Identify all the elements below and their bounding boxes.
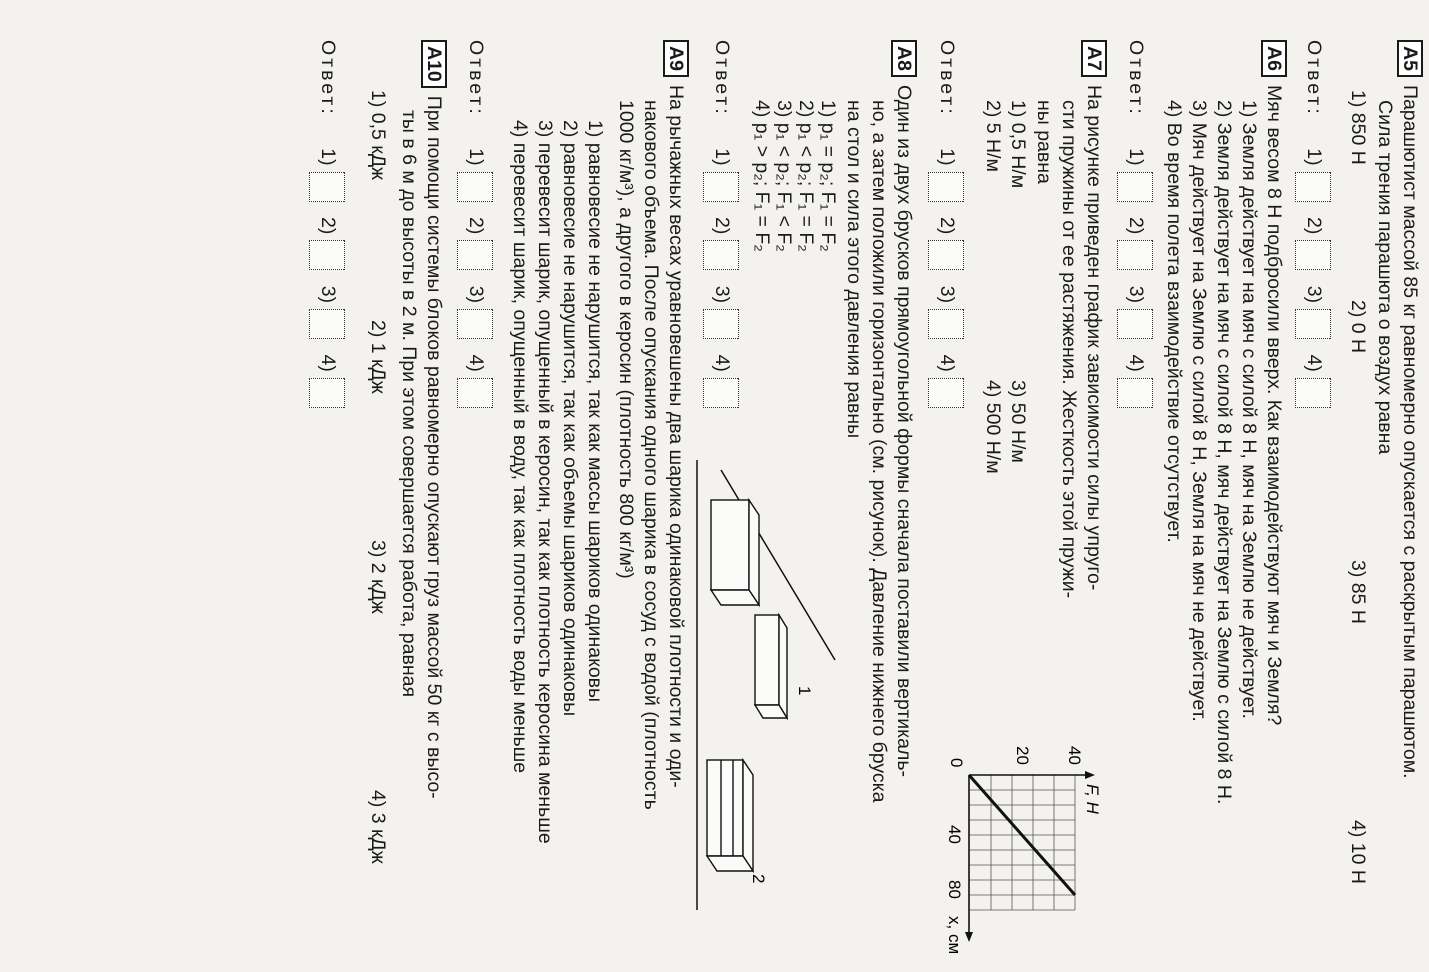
answer-box-1[interactable] <box>928 172 964 202</box>
answer-box-4[interactable] <box>928 378 964 408</box>
answer-box-3[interactable] <box>703 309 739 339</box>
answer-box-1[interactable] <box>703 172 739 202</box>
y-tick-20: 20 <box>1013 746 1032 765</box>
brick-horizontal-stack <box>711 500 759 605</box>
a8-option-4: 4) p₁ > p₂; F₁ = F₂ <box>751 100 773 252</box>
x-axis-arrow <box>965 932 973 942</box>
a6-option-3: 3) Мяч действует на Землю с силой 8 Н, Земля на мяч не действует. <box>1188 100 1210 722</box>
question-tag-a9: А9 <box>663 40 689 77</box>
y-axis-label: F, Н <box>1083 784 1102 814</box>
a6-option-4: 4) Во время полета взаимодействие отсутствует. <box>1163 100 1185 543</box>
answer-box-4[interactable] <box>703 378 739 408</box>
answer-box-4[interactable] <box>457 378 493 408</box>
answer-box-1[interactable] <box>1295 172 1331 202</box>
answer-box-3[interactable] <box>1295 309 1331 339</box>
a7-option-4: 4) 500 Н/м <box>982 380 1004 474</box>
a10-option-2: 2) 1 кДж <box>367 320 389 394</box>
answer-row-a5: Ответ: 1) 2) 3) 4) <box>1295 40 1331 408</box>
answer-box-3[interactable] <box>309 309 345 339</box>
answer-box-2[interactable] <box>309 240 345 270</box>
answer-row-a10: Ответ: 1) 2) 3) 4) <box>309 40 345 408</box>
a10-option-1: 1) 0,5 кДж <box>367 90 389 181</box>
figure-label-2: 2 <box>749 874 768 884</box>
question-a7: А7На рисунке приведен график зависимости силы упруго- сти пружины от ее растяжения. Жесткость этой пружи- ны равна <box>1031 40 1107 598</box>
a9-option-1: 1) равновесие не нарушится, так как массы шариков одинаковы <box>584 120 606 703</box>
answer-box-1[interactable] <box>457 172 493 202</box>
brick-flat <box>707 760 753 871</box>
a7-option-2: 2) 5 Н/м <box>982 100 1004 172</box>
a6-option-1: 1) Земля действует на мяч с силой 8 Н, мяч на Землю не действует. <box>1238 100 1260 719</box>
question-tag-a5: А5 <box>1397 40 1423 77</box>
a8-option-1: 1) p₁ = p₂; F₁ = F₂ <box>817 100 839 252</box>
a5-option-4: 4) 10 Н <box>1347 820 1369 884</box>
a6-option-2: 2) Земля действует на мяч с силой 8 Н, мяч действует на Землю с силой 8 Н. <box>1213 100 1235 805</box>
y-axis-arrow <box>1085 771 1095 779</box>
bricks-figure <box>689 460 839 960</box>
y-tick-40: 40 <box>1065 746 1084 765</box>
answer-box-2[interactable] <box>1295 240 1331 270</box>
answer-box-3[interactable] <box>1117 309 1153 339</box>
a10-option-3: 3) 2 кДж <box>367 540 389 614</box>
question-a5-text-1: Парашютист массой 85 кг равномерно опускается с раскрытым парашютом. <box>1399 84 1421 779</box>
question-tag-a6: А6 <box>1261 40 1287 77</box>
answer-row-a7: Ответ: 1) 2) 3) 4) <box>928 40 964 408</box>
answer-box-1[interactable] <box>309 172 345 202</box>
origin-label: 0 <box>947 758 966 768</box>
answer-box-3[interactable] <box>928 309 964 339</box>
answer-box-2[interactable] <box>703 240 739 270</box>
x-axis-label: x, см <box>945 916 964 955</box>
question-a10: А10При помощи системы блоков равномерно опускают груз массой 50 кг с высо- ты в 6 м до высоты в 2 м. При этом совершается работа, равная <box>396 40 447 799</box>
a8-options <box>751 100 839 252</box>
a7-option-1: 1) 0,5 Н/м <box>1007 100 1029 189</box>
question-a6-text: Мяч весом 8 Н подбросили вверх. Как взаимодействуют мяч и Земля? <box>1263 84 1285 726</box>
a5-option-3: 3) 85 Н <box>1347 560 1369 624</box>
question-a5 <box>1372 40 1423 779</box>
answer-label: Ответ: <box>1302 40 1325 117</box>
question-a8: А8Один из двух брусков прямоугольной формы сначала поставили вертикаль- но, а затем положили горизонтально (см. рисунок). Давление нижнего бруска на стол и сила этого давления равны <box>841 40 917 802</box>
answer-row-a8: Ответ: 1) 2) 3) 4) <box>703 40 739 408</box>
a9-option-3: 3) перевесит шарик, опущенный в керосин, так как плотность керосина меньше <box>534 120 556 844</box>
x-tick-40: 40 <box>945 825 964 844</box>
spring-force-graph <box>929 730 1102 970</box>
answer-box-4[interactable] <box>1117 378 1153 408</box>
answer-box-4[interactable] <box>309 378 345 408</box>
a7-option-3: 3) 50 Н/м <box>1007 380 1029 463</box>
question-a6 <box>1161 40 1287 804</box>
answer-box-1[interactable] <box>1117 172 1153 202</box>
a5-option-2: 2) 0 Н <box>1347 300 1369 354</box>
a8-option-2: 2) p₁ < p₂; F₁ = F₂ <box>795 100 817 252</box>
answer-box-2[interactable] <box>457 240 493 270</box>
brick-vertical <box>755 615 787 718</box>
a8-option-3: 3) p₁ < p₂; F₁ < F₂ <box>773 100 795 252</box>
question-tag-a8: А8 <box>891 40 917 77</box>
answer-box-3[interactable] <box>457 309 493 339</box>
question-a9: А9На рычажных весах уравновешены два шарика одинаковой плотности и оди- накового объема. После опускания одного шарика в сосуд с водой (плотность 1000 кг/м³), а другого в керосин (плотность 800 кг/м³) 1) равновесие не нарушится, так как массы шариков одинаковы 2) равновесие не нарушится, так как объемы шариков одинаковы 3) перевесит шарик, опущенный в керосин, так как плотность керосина меньше 4) перевесит шарик, опущенный в воду, так как плотность воды меньше <box>507 40 689 844</box>
answer-row-a9: Ответ: 1) 2) 3) 4) <box>457 40 493 408</box>
a10-option-4: 4) 3 кДж <box>367 790 389 864</box>
question-a5-text-2: Сила трения парашюта о воздух равна <box>1374 100 1396 455</box>
answer-box-2[interactable] <box>1117 240 1153 270</box>
figure-label-1: 1 <box>795 686 814 696</box>
answer-box-4[interactable] <box>1295 378 1331 408</box>
a5-option-1: 1) 850 Н <box>1347 90 1369 165</box>
a9-option-2: 2) равновесие не нарушится, так как объемы шариков одинаковы <box>559 120 581 717</box>
answer-row-a6: Ответ: 1) 2) 3) 4) <box>1117 40 1153 408</box>
question-tag-a10: А10 <box>421 40 447 88</box>
a9-option-4: 4) перевесит шарик, опущенный в воду, так как плотность воды меньше <box>509 120 531 774</box>
answer-box-2[interactable] <box>928 240 964 270</box>
question-tag-a7: А7 <box>1081 40 1107 77</box>
x-tick-80: 80 <box>945 880 964 899</box>
